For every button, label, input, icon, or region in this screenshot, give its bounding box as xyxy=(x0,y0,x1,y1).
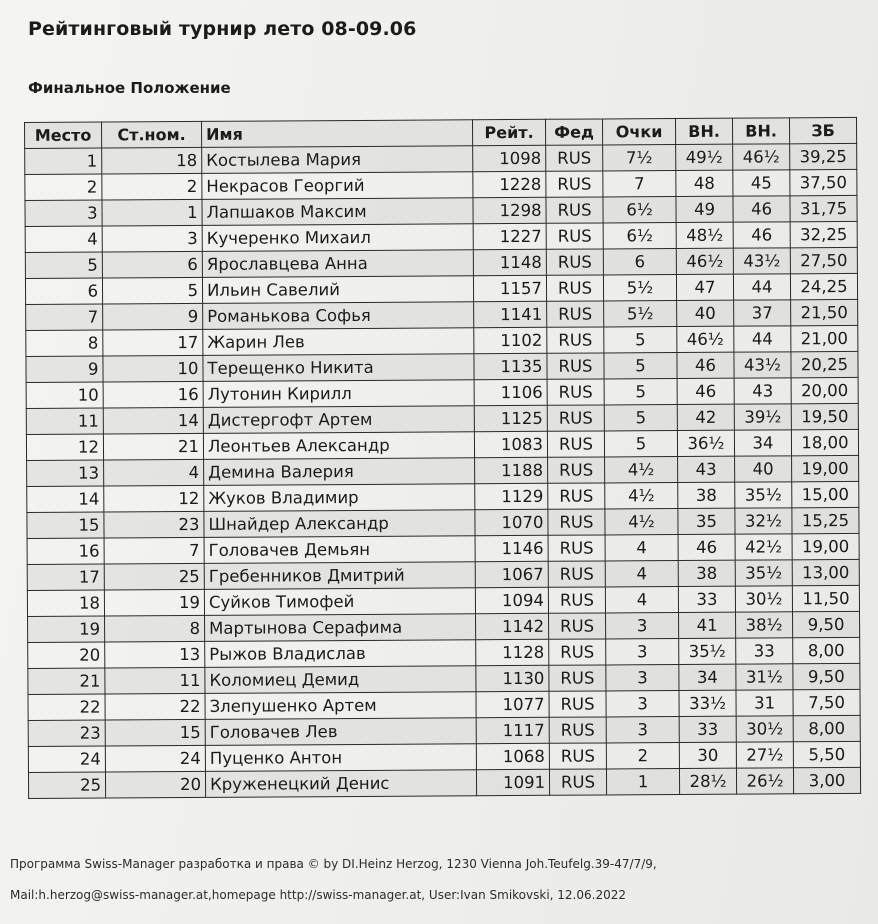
cell-rating: 1128 xyxy=(476,639,549,665)
cell-points: 5 xyxy=(604,405,677,431)
header-rating: Рейт. xyxy=(472,119,545,145)
cell-rating: 1298 xyxy=(473,197,546,223)
cell-federation: RUS xyxy=(549,717,606,743)
cell-tiebreak-3: 37,50 xyxy=(790,169,857,195)
cell-tiebreak-1: 48 xyxy=(676,170,733,196)
cell-tiebreak-3: 15,25 xyxy=(792,507,859,533)
cell-points: 5 xyxy=(604,431,677,457)
cell-place: 25 xyxy=(28,772,105,798)
cell-federation: RUS xyxy=(546,171,603,197)
cell-tiebreak-3: 8,00 xyxy=(793,715,860,741)
cell-place: 18 xyxy=(27,590,104,616)
cell-rating: 1098 xyxy=(473,145,546,171)
cell-tiebreak-2: 30½ xyxy=(735,586,792,612)
cell-tiebreak-3: 8,00 xyxy=(793,637,860,663)
cell-tiebreak-3: 27,50 xyxy=(790,247,857,273)
cell-rating: 1148 xyxy=(473,249,546,275)
cell-name: Коломиец Демид xyxy=(205,666,476,694)
cell-rating: 1068 xyxy=(476,743,549,769)
cell-name: Гребенников Дмитрий xyxy=(204,562,475,590)
cell-tiebreak-1: 46 xyxy=(677,378,734,404)
header-federation: Фед xyxy=(545,119,602,145)
cell-tiebreak-3: 11,50 xyxy=(792,585,859,611)
cell-rating: 1067 xyxy=(475,561,548,587)
cell-place: 1 xyxy=(25,148,102,174)
cell-place: 16 xyxy=(27,538,104,564)
cell-rating: 1135 xyxy=(474,353,547,379)
cell-tiebreak-3: 18,00 xyxy=(791,429,858,455)
header-points: Очки xyxy=(602,119,675,145)
cell-rating: 1157 xyxy=(473,275,546,301)
cell-name: Жарин Лев xyxy=(203,328,474,356)
cell-tiebreak-1: 40 xyxy=(677,300,734,326)
cell-place: 23 xyxy=(28,720,105,746)
cell-tiebreak-2: 40 xyxy=(735,456,792,482)
cell-start-number: 1 xyxy=(102,199,202,226)
cell-place: 3 xyxy=(25,200,102,226)
cell-tiebreak-2: 45 xyxy=(733,170,790,196)
cell-name: Пуценко Антон xyxy=(205,744,476,772)
cell-rating: 1094 xyxy=(475,587,548,613)
cell-points: 6½ xyxy=(603,197,676,223)
cell-start-number: 23 xyxy=(104,511,204,538)
cell-tiebreak-2: 46½ xyxy=(733,144,790,170)
cell-points: 4 xyxy=(605,535,678,561)
cell-rating: 1106 xyxy=(474,379,547,405)
cell-place: 22 xyxy=(28,694,105,720)
document-subtitle: Финальное Положение xyxy=(28,79,231,97)
cell-tiebreak-1: 46 xyxy=(678,534,735,560)
cell-tiebreak-2: 43½ xyxy=(734,352,791,378)
cell-rating: 1188 xyxy=(475,457,548,483)
cell-tiebreak-2: 46 xyxy=(733,222,790,248)
cell-tiebreak-3: 15,00 xyxy=(792,481,859,507)
cell-points: 6½ xyxy=(603,223,676,249)
cell-tiebreak-2: 30½ xyxy=(736,716,793,742)
cell-tiebreak-3: 21,00 xyxy=(791,325,858,351)
cell-rating: 1228 xyxy=(473,171,546,197)
cell-place: 21 xyxy=(28,668,105,694)
standings-table xyxy=(24,117,861,799)
cell-points: 5½ xyxy=(603,275,676,301)
cell-points: 4½ xyxy=(605,457,678,483)
cell-federation: RUS xyxy=(547,431,604,457)
cell-name: Дистергофт Артем xyxy=(203,406,474,434)
cell-points: 3 xyxy=(606,613,679,639)
cell-tiebreak-2: 38½ xyxy=(736,612,793,638)
cell-name: Леонтьев Александр xyxy=(203,432,474,460)
cell-federation: RUS xyxy=(547,301,604,327)
cell-name: Злепушенко Артем xyxy=(205,692,476,720)
footer-line-2: Mail:h.herzog@swiss-manager.at,homepage http://swiss-manager.at, User:Ivan Smikovski, 12.06.2022 xyxy=(10,888,626,902)
cell-points: 5 xyxy=(604,327,677,353)
cell-tiebreak-1: 43 xyxy=(678,456,735,482)
cell-rating: 1141 xyxy=(474,301,547,327)
cell-tiebreak-1: 49½ xyxy=(676,144,733,170)
cell-tiebreak-1: 35½ xyxy=(679,638,736,664)
cell-tiebreak-3: 20,25 xyxy=(791,351,858,377)
cell-tiebreak-1: 35 xyxy=(678,508,735,534)
cell-start-number: 19 xyxy=(104,589,204,616)
cell-place: 2 xyxy=(25,174,102,200)
cell-name: Шнайдер Александр xyxy=(204,510,475,538)
cell-tiebreak-3: 5,50 xyxy=(793,741,860,767)
cell-tiebreak-1: 30 xyxy=(679,742,736,768)
cell-place: 11 xyxy=(26,408,103,434)
cell-federation: RUS xyxy=(547,327,604,353)
cell-rating: 1227 xyxy=(473,223,546,249)
cell-name: Мартынова Серафима xyxy=(205,614,476,642)
header-tiebreak-3: ЗБ xyxy=(789,117,856,143)
cell-tiebreak-1: 42 xyxy=(677,404,734,430)
cell-name: Костылева Мария xyxy=(202,146,473,174)
cell-tiebreak-3: 32,25 xyxy=(790,221,857,247)
cell-rating: 1142 xyxy=(476,613,549,639)
cell-tiebreak-1: 41 xyxy=(679,612,736,638)
cell-start-number: 11 xyxy=(105,667,205,694)
cell-start-number: 9 xyxy=(103,303,203,330)
cell-start-number: 17 xyxy=(103,329,203,356)
cell-tiebreak-1: 33½ xyxy=(679,690,736,716)
cell-start-number: 6 xyxy=(102,251,202,278)
cell-rating: 1146 xyxy=(475,535,548,561)
cell-tiebreak-3: 3,00 xyxy=(793,767,860,793)
cell-federation: RUS xyxy=(549,743,606,769)
cell-place: 17 xyxy=(27,564,104,590)
cell-tiebreak-2: 31½ xyxy=(736,664,793,690)
cell-points: 6 xyxy=(603,249,676,275)
cell-rating: 1129 xyxy=(475,483,548,509)
cell-points: 4 xyxy=(605,587,678,613)
cell-points: 5 xyxy=(604,353,677,379)
cell-name: Рыжов Владислав xyxy=(205,640,476,668)
cell-place: 9 xyxy=(26,356,103,382)
cell-points: 5½ xyxy=(604,301,677,327)
cell-start-number: 5 xyxy=(102,277,202,304)
cell-tiebreak-3: 9,50 xyxy=(793,611,860,637)
document-title: Рейтинговый турнир лето 08-09.06 xyxy=(28,18,417,40)
cell-start-number: 12 xyxy=(104,485,204,512)
cell-tiebreak-1: 34 xyxy=(679,664,736,690)
cell-tiebreak-1: 33 xyxy=(679,716,736,742)
cell-name: Терещенко Никита xyxy=(203,354,474,382)
cell-federation: RUS xyxy=(549,613,606,639)
cell-tiebreak-1: 38 xyxy=(678,560,735,586)
cell-start-number: 15 xyxy=(105,719,205,746)
cell-name: Суйков Тимофей xyxy=(204,588,475,616)
cell-federation: RUS xyxy=(546,145,603,171)
cell-place: 10 xyxy=(26,382,103,408)
cell-start-number: 3 xyxy=(102,225,202,252)
cell-place: 19 xyxy=(28,616,105,642)
cell-place: 20 xyxy=(28,642,105,668)
cell-points: 1 xyxy=(606,769,679,795)
cell-points: 4 xyxy=(605,561,678,587)
cell-start-number: 25 xyxy=(104,563,204,590)
cell-points: 3 xyxy=(606,665,679,691)
cell-place: 6 xyxy=(25,278,102,304)
cell-federation: RUS xyxy=(547,405,604,431)
cell-federation: RUS xyxy=(546,249,603,275)
cell-tiebreak-2: 44 xyxy=(734,326,791,352)
cell-name: Лапшаков Максим xyxy=(202,198,473,226)
footer-line-1: Программа Swiss-Manager разработка и права © by DI.Heinz Herzog, 1230 Vienna Joh.Teufelg.39-47/7/9, xyxy=(10,857,657,871)
cell-federation: RUS xyxy=(548,483,605,509)
cell-tiebreak-1: 28½ xyxy=(679,768,736,794)
cell-federation: RUS xyxy=(549,691,606,717)
cell-start-number: 2 xyxy=(102,173,202,200)
cell-federation: RUS xyxy=(548,561,605,587)
cell-federation: RUS xyxy=(549,665,606,691)
cell-tiebreak-2: 43½ xyxy=(733,248,790,274)
cell-points: 3 xyxy=(606,717,679,743)
table-body xyxy=(25,143,861,798)
cell-federation: RUS xyxy=(546,197,603,223)
cell-tiebreak-3: 19,00 xyxy=(792,533,859,559)
header-place: Место xyxy=(25,122,102,148)
cell-tiebreak-2: 44 xyxy=(733,274,790,300)
cell-tiebreak-3: 19,00 xyxy=(792,455,859,481)
cell-place: 7 xyxy=(26,304,103,330)
cell-name: Лутонин Кирилл xyxy=(203,380,474,408)
cell-tiebreak-3: 19,50 xyxy=(791,403,858,429)
cell-start-number: 14 xyxy=(103,407,203,434)
cell-rating: 1083 xyxy=(474,431,547,457)
cell-tiebreak-2: 32½ xyxy=(735,508,792,534)
header-tiebreak-1: ВН. xyxy=(675,118,732,144)
cell-start-number: 20 xyxy=(105,771,205,798)
cell-federation: RUS xyxy=(549,769,606,795)
cell-tiebreak-3: 21,50 xyxy=(791,299,858,325)
cell-start-number: 16 xyxy=(103,381,203,408)
cell-tiebreak-2: 37 xyxy=(734,300,791,326)
cell-tiebreak-2: 43 xyxy=(734,378,791,404)
cell-tiebreak-1: 46½ xyxy=(676,248,733,274)
cell-federation: RUS xyxy=(547,379,604,405)
cell-tiebreak-3: 39,25 xyxy=(790,143,857,169)
cell-points: 7 xyxy=(603,171,676,197)
cell-start-number: 18 xyxy=(102,147,202,174)
cell-start-number: 13 xyxy=(105,641,205,668)
cell-tiebreak-2: 35½ xyxy=(735,560,792,586)
table-row xyxy=(28,767,860,798)
cell-federation: RUS xyxy=(547,353,604,379)
cell-name: Головачев Лев xyxy=(205,718,476,746)
cell-tiebreak-1: 46½ xyxy=(677,326,734,352)
cell-points: 2 xyxy=(606,743,679,769)
cell-start-number: 21 xyxy=(103,433,203,460)
cell-tiebreak-2: 34 xyxy=(734,430,791,456)
cell-tiebreak-1: 48½ xyxy=(676,222,733,248)
cell-place: 14 xyxy=(27,486,104,512)
cell-points: 4½ xyxy=(605,509,678,535)
cell-start-number: 24 xyxy=(105,745,205,772)
cell-tiebreak-3: 24,25 xyxy=(790,273,857,299)
cell-rating: 1117 xyxy=(476,717,549,743)
cell-tiebreak-2: 46 xyxy=(733,196,790,222)
cell-name: Ярославцева Анна xyxy=(202,250,473,278)
cell-tiebreak-2: 39½ xyxy=(734,404,791,430)
header-tiebreak-2: ВН. xyxy=(732,118,789,144)
cell-federation: RUS xyxy=(548,509,605,535)
cell-tiebreak-1: 46 xyxy=(677,352,734,378)
cell-place: 24 xyxy=(28,746,105,772)
cell-rating: 1077 xyxy=(476,691,549,717)
cell-name: Круженецкий Денис xyxy=(205,770,476,798)
cell-federation: RUS xyxy=(548,535,605,561)
cell-rating: 1091 xyxy=(476,769,549,795)
cell-tiebreak-2: 42½ xyxy=(735,534,792,560)
cell-rating: 1125 xyxy=(474,405,547,431)
cell-points: 5 xyxy=(604,379,677,405)
cell-place: 15 xyxy=(27,512,104,538)
cell-rating: 1130 xyxy=(476,665,549,691)
cell-name: Романькова Софья xyxy=(203,302,474,330)
cell-tiebreak-2: 33 xyxy=(736,638,793,664)
cell-tiebreak-1: 47 xyxy=(676,274,733,300)
cell-place: 4 xyxy=(25,226,102,252)
cell-name: Демина Валерия xyxy=(204,458,475,486)
cell-place: 8 xyxy=(26,330,103,356)
cell-tiebreak-3: 31,75 xyxy=(790,195,857,221)
header-start-number: Ст.ном. xyxy=(102,121,202,148)
cell-start-number: 8 xyxy=(105,615,205,642)
cell-tiebreak-3: 9,50 xyxy=(793,663,860,689)
cell-tiebreak-2: 27½ xyxy=(736,742,793,768)
cell-tiebreak-1: 49 xyxy=(676,196,733,222)
cell-rating: 1102 xyxy=(474,327,547,353)
cell-start-number: 4 xyxy=(104,459,204,486)
cell-tiebreak-2: 26½ xyxy=(736,768,793,794)
cell-tiebreak-3: 20,00 xyxy=(791,377,858,403)
cell-place: 5 xyxy=(25,252,102,278)
cell-tiebreak-1: 36½ xyxy=(677,430,734,456)
cell-tiebreak-3: 13,00 xyxy=(792,559,859,585)
cell-place: 12 xyxy=(26,434,103,460)
cell-tiebreak-1: 33 xyxy=(678,586,735,612)
cell-start-number: 7 xyxy=(104,537,204,564)
cell-federation: RUS xyxy=(548,587,605,613)
header-name: Имя xyxy=(201,120,472,148)
cell-place: 13 xyxy=(27,460,104,486)
cell-points: 4½ xyxy=(605,483,678,509)
cell-federation: RUS xyxy=(546,275,603,301)
cell-tiebreak-2: 35½ xyxy=(735,482,792,508)
cell-tiebreak-3: 7,50 xyxy=(793,689,860,715)
cell-tiebreak-1: 38 xyxy=(678,482,735,508)
cell-name: Головачев Демьян xyxy=(204,536,475,564)
cell-start-number: 22 xyxy=(105,693,205,720)
cell-rating: 1070 xyxy=(475,509,548,535)
cell-federation: RUS xyxy=(546,223,603,249)
cell-points: 3 xyxy=(606,639,679,665)
cell-federation: RUS xyxy=(548,457,605,483)
cell-federation: RUS xyxy=(549,639,606,665)
cell-name: Жуков Владимир xyxy=(204,484,475,512)
cell-name: Некрасов Георгий xyxy=(202,172,473,200)
cell-points: 7½ xyxy=(603,145,676,171)
cell-name: Ильин Савелий xyxy=(202,276,473,304)
cell-tiebreak-2: 31 xyxy=(736,690,793,716)
cell-name: Кучеренко Михаил xyxy=(202,224,473,252)
cell-points: 3 xyxy=(606,691,679,717)
cell-start-number: 10 xyxy=(103,355,203,382)
